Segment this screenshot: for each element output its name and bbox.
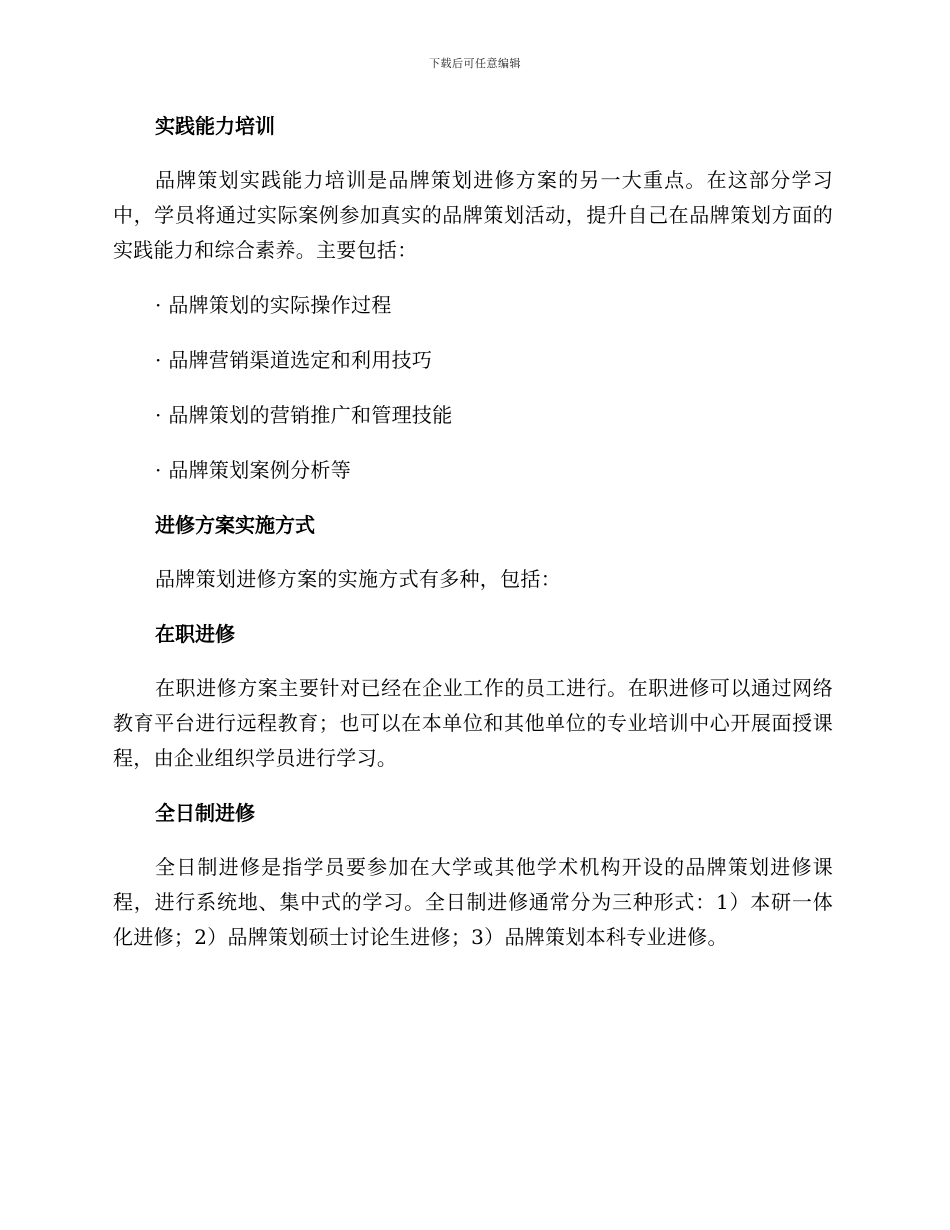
header-note: 下载后可任意编辑 <box>429 57 521 70</box>
section-heading-onjob: 在职进修 <box>155 622 235 646</box>
list-item: · 品牌策划案例分析等 <box>155 458 352 482</box>
document-body <box>113 109 833 975</box>
list-item: · 品牌策划的营销推广和管理技能 <box>155 403 453 427</box>
paragraph-practice-intro: 品牌策划实践能力培训是品牌策划进修方案的另一大重点。在这部分学习中，学员将通过实际案例参加真实的品牌策划活动，提升自己在品牌策划方面的实践能力和综合素养。主要包括： <box>113 168 833 262</box>
paragraph-onjob: 在职进修方案主要针对已经在企业工作的员工进行。在职进修可以通过网络教育平台进行远程教育；也可以在本单位和其他单位的专业培训中心开展面授课程，由企业组织学员进行学习。 <box>113 676 833 770</box>
list-item: · 品牌策划的实际操作过程 <box>155 293 392 317</box>
section-heading-implementation: 进修方案实施方式 <box>155 513 315 537</box>
paragraph-implementation-intro: 品牌策划进修方案的实施方式有多种，包括： <box>155 567 561 591</box>
section-heading-fulltime: 全日制进修 <box>155 801 255 825</box>
list-item: · 品牌营销渠道选定和利用技巧 <box>155 348 433 372</box>
paragraph-fulltime: 全日制进修是指学员要参加在大学或其他学术机构开设的品牌策划进修课程，进行系统地、集中式的学习。全日制进修通常分为三种形式：1）本研一体化进修；2）品牌策划硕士讨论生进修；3）品牌策划本科专业进修。 <box>113 855 833 949</box>
section-heading-practice: 实践能力培训 <box>155 114 275 138</box>
